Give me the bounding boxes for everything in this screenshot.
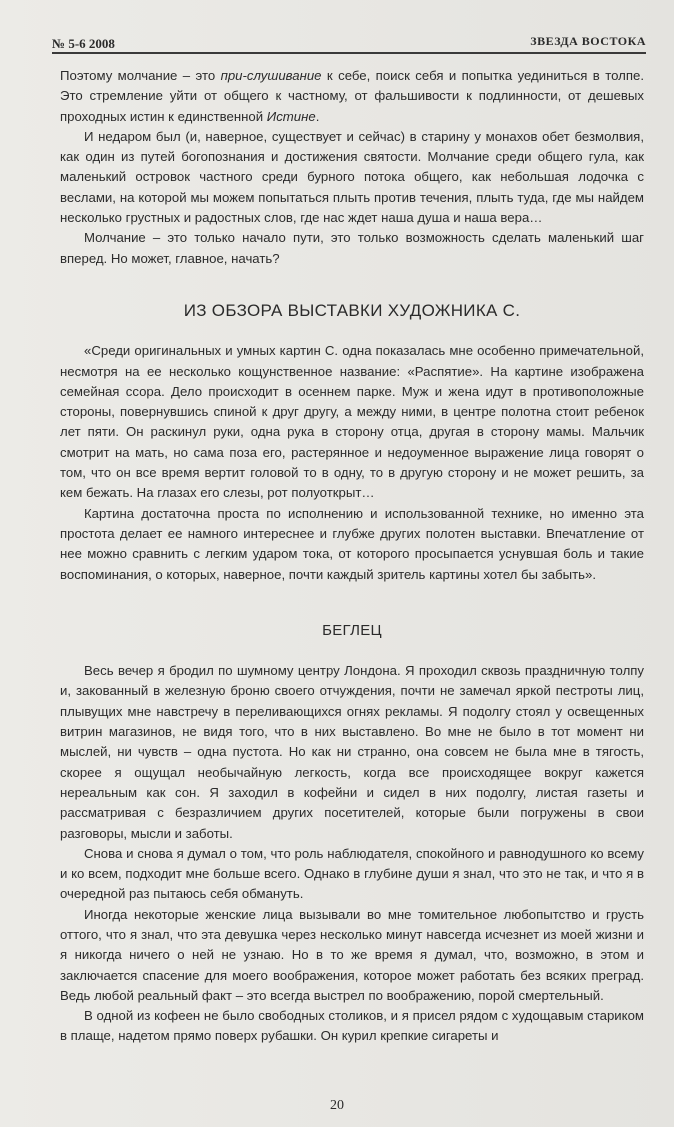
fugitive-paragraph-4: В одной из кофеен не было свободных столиков, и я присел рядом с худощавым стариком в плаще, надетом прямо поверх рубашки. Он курил крепкие сигареты и xyxy=(60,1008,644,1044)
exhibition-paragraph-2: Картина достаточна проста по исполнению и использованной технике, но именно эта простота делает ее намного интереснее и глубже других полотен выставки. Впечатление от нее можно сравнить с легким ударом тока, от которого просыпается уснувшая боль и такие воспоминания, о которых, наверное, почти каждый зритель картины хотел бы забыть». xyxy=(60,505,644,582)
journal-title: ЗВЕЗДА ВОСТОКА xyxy=(530,34,646,48)
emphasis-truth: Истине xyxy=(266,108,316,124)
issue-number: № 5-6 2008 xyxy=(52,36,115,51)
fugitive-paragraph-1: Весь вечер я бродил по шумному центру Лондона. Я проходил сквозь праздничную толпу и, закованный в железную броню своего отчуждения, почти не замечал яркой пестроты лиц, плывущих мне навстречу в переливающихся огнях рекламы. Я подолгу стоял у освещенных витрин магазинов, не видя того, что в них выставлено. Во мне не было в тот момент ни мыслей, ни чувств – одна пустота. Но как ни странно, она совсем не была мне в тягость, скорее я ощущал необычайную легкость, когда все происходящее вокруг кажется нереальным как сон. Я заходил в кофейни и сидел в них подолгу, листая газеты и рассматривая с безразличием других посетителей, которые были погружены в свои разговоры, мысли и заботы. xyxy=(60,663,644,841)
page-header xyxy=(52,30,646,54)
exhibition-paragraph-1: «Среди оригинальных и умных картин С. одна показалась мне особенно примечательной, несмотря на ее несколько кощунственное название: «Распятие». На картине изображена семейная ссора. Дело происходит в осеннем парке. Муж и жена идут в противоположные стороны, повернувшись спиной к друг другу, а между ними, в центре полотна стоит ребенок лет пяти. Он раскинул руки, одна рука в сторону отца, другая в сторону мамы. Мальчик смотрит на мать, но сама поза его, растерянное и недоуменное выражение лица говорят о том, что он все время вертит головой то в одну, то в другую сторону и не может решить, за кем бежать. На глазах его слезы, рот полуоткрыт… xyxy=(60,343,644,501)
intro-paragraph-2: И недаром был (и, наверное, существует и сейчас) в старину у монахов обет безмолвия, как один из путей богопознания и достижения святости. Молчание среди общего гула, как маленький островок частного среди бурного потока общего, как небольшая лодочка с веслами, на которой мы можем попытаться плыть против течения, плыть туда, где мы найдем несколько грустных и радостных слов, где нас ждет наша душа и наша вера… xyxy=(60,128,644,226)
page-number: 20 xyxy=(330,1098,344,1113)
section-title-fugitive: БЕГЛЕЦ xyxy=(322,621,382,639)
intro-paragraph-1: Поэтому молчание – это при-слушивание к себе, поиск себя и попытка уединиться в толпе. Это стремление уйти от общего к частному, от фальшивости к подлинности, от дешевых проходных истин к единственной Истине. xyxy=(60,68,644,124)
article-body xyxy=(60,66,644,1047)
emphasis-listening: при-слушивание xyxy=(220,68,322,83)
intro-paragraph-3: Молчание – это только начало пути, это только возможность сделать маленький шаг вперед. Но может, главное, начать? xyxy=(60,230,644,266)
fugitive-paragraph-2: Снова и снова я думал о том, что роль наблюдателя, спокойного и равнодушного ко всему и ко всем, подходит мне больше всего. Однако в глубине души я знал, что это не так, и что я в очередной раз пытаюсь себя обмануть. xyxy=(60,845,644,902)
fugitive-paragraph-3: Иногда некоторые женские лица вызывали во мне томительное любопытство и грусть оттого, что я знал, что эта девушка через несколько минут навсегда исчезнет из моей жизни и я никогда ничего о ней не узнаю. Но в то же время я думал, что, возможно, в этом и заключается спасение для моего воображения, которое может работать без всяких преград. Ведь любой реальный факт – это всегда выстрел по воображению, порой смертельный. xyxy=(60,906,644,1003)
section-title-exhibition: ИЗ ОБЗОРА ВЫСТАВКИ ХУДОЖНИКА С. xyxy=(183,300,521,320)
